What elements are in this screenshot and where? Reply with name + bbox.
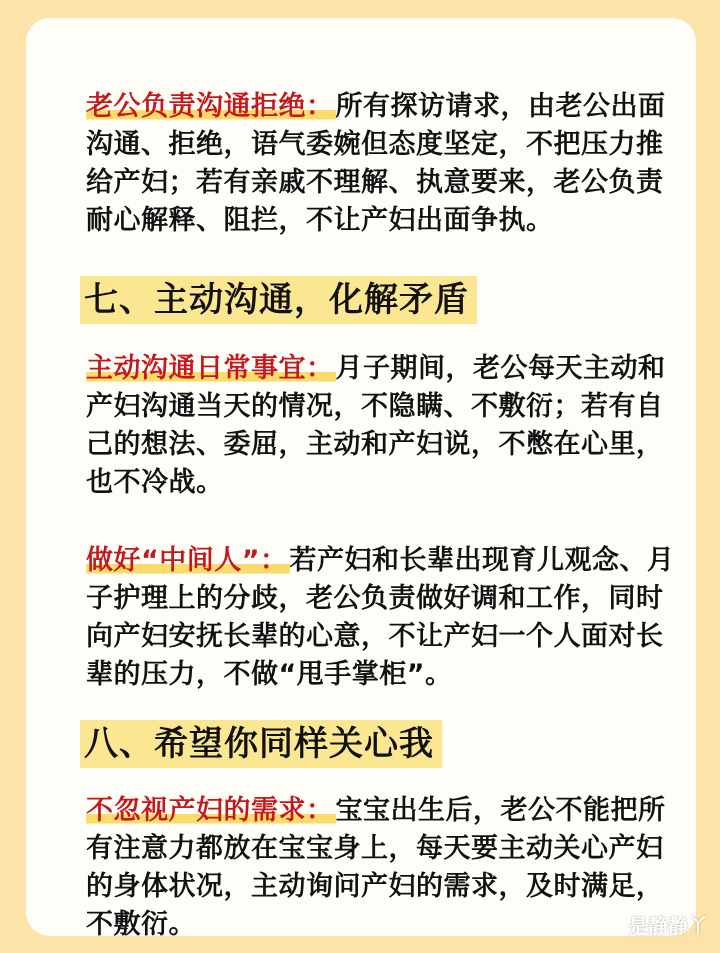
article-body bbox=[86, 88, 686, 944]
label-daily: 主动沟通日常事宜： bbox=[86, 353, 334, 384]
section-heading-7: 七、主动沟通，化解矛盾 bbox=[80, 276, 477, 324]
paragraph-needs bbox=[86, 792, 686, 944]
content-card bbox=[26, 18, 696, 940]
section-heading-8: 八、希望你同样关心我 bbox=[80, 720, 442, 768]
text-daily: 月子期间，老公每天主动和产妇沟通当天的情况，不隐瞒、不敷衍；若有自己的想法、委屈，主动和产妇说，不憋在心里，也不冷战。 bbox=[86, 353, 666, 498]
label-refuse: 老公负责沟通拒绝： bbox=[86, 91, 334, 122]
label-middleman: 做好“中间人”： bbox=[86, 545, 288, 576]
label-needs: 不忽视产妇的需求： bbox=[86, 795, 334, 826]
paragraph-middleman bbox=[86, 542, 686, 694]
text-middleman: 若产妇和长辈出现育儿观念、月子护理上的分歧，老公负责做好调和工作，同时向产妇安抚长辈的心意，不让产妇一个人面对长辈的压力，不做“甩手掌柜”。 bbox=[86, 545, 675, 690]
text-needs: 宝宝出生后，老公不能把所有注意力都放在宝宝身上，每天要主动关心产妇的身体状况，主动询问产妇的需求，及时满足，不敷衍。 bbox=[86, 795, 666, 940]
paragraph-refuse bbox=[86, 88, 686, 240]
watermark: 是静静丫 bbox=[628, 914, 708, 938]
paragraph-daily bbox=[86, 350, 686, 502]
text-refuse: 所有探访请求，由老公出面沟通、拒绝，语气委婉但态度坚定，不把压力推给产妇；若有亲戚不理解、执意要来，老公负责耐心解释、阻拦，不让产妇出面争执。 bbox=[86, 91, 666, 236]
section-7-wrap bbox=[86, 276, 686, 324]
section-8-wrap bbox=[86, 720, 686, 768]
